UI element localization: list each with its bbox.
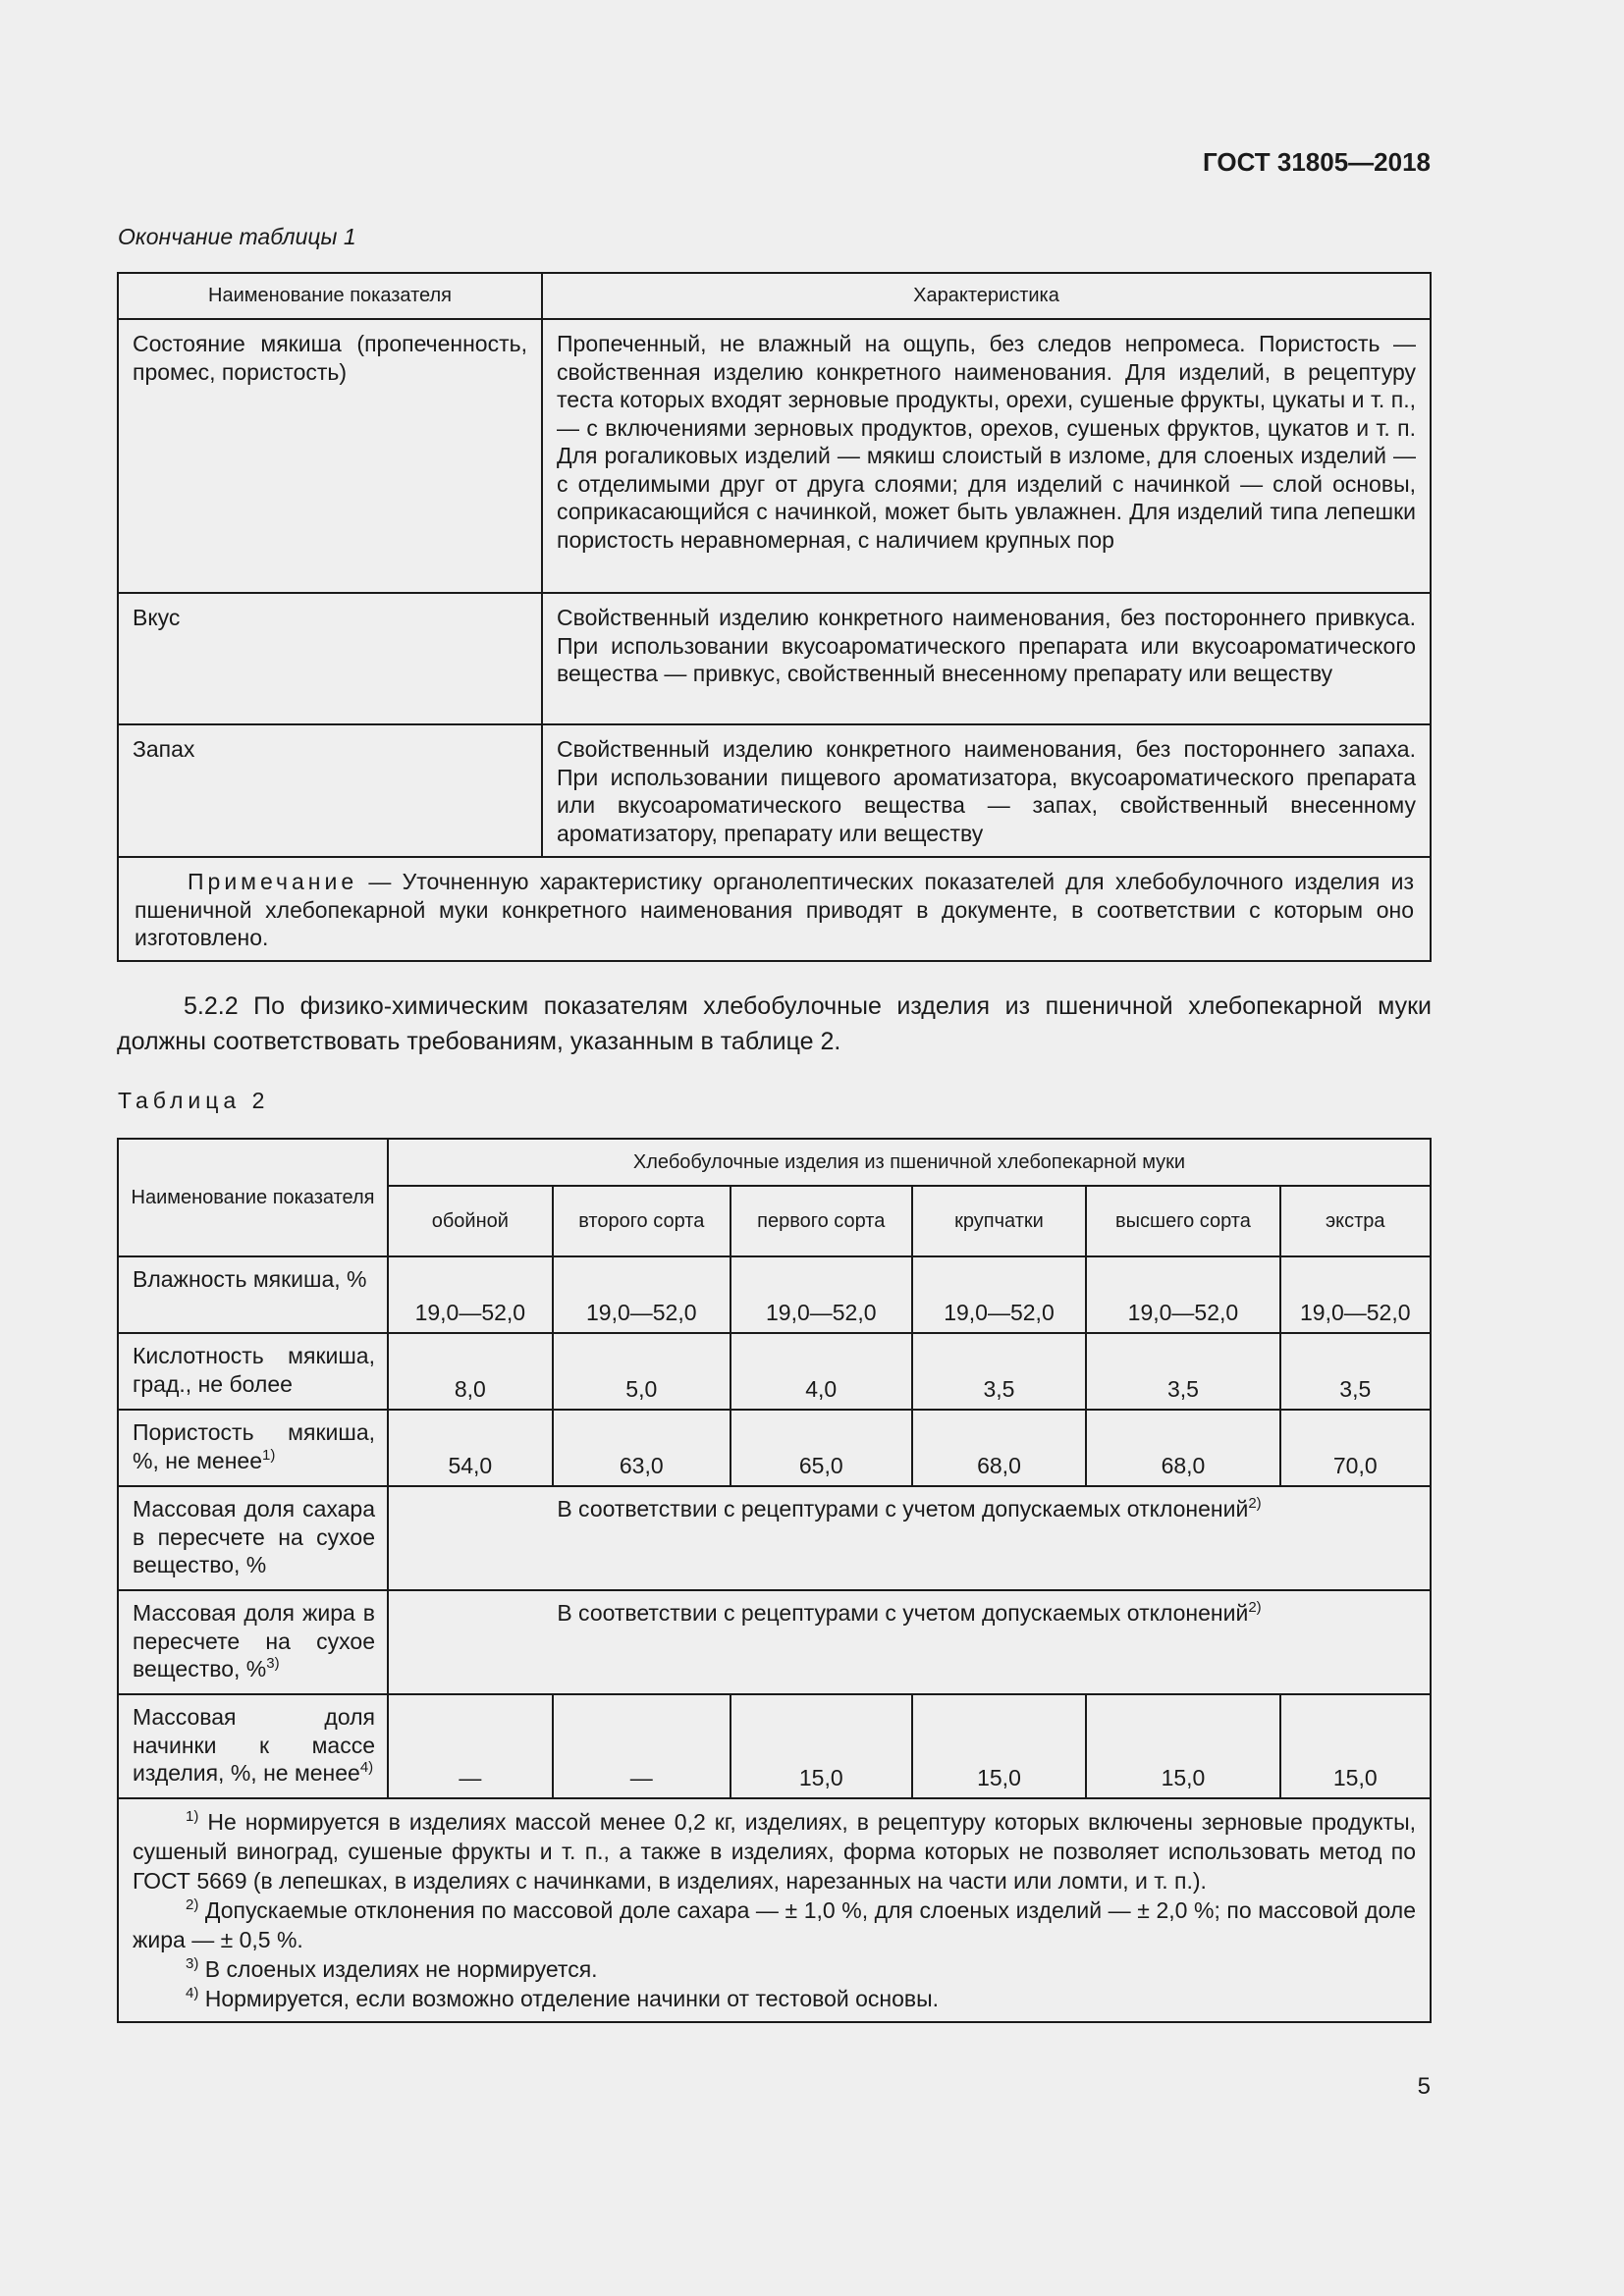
table-row xyxy=(118,1694,1431,1798)
page-number: 5 xyxy=(1417,2073,1431,2100)
cell-value: 19,0—52,0 xyxy=(1086,1256,1279,1333)
table1-col-characteristic: Характеристика xyxy=(542,273,1431,319)
footnote-mark: 2) xyxy=(186,1896,199,1913)
table1-row-name: Состояние мякиша (пропеченность, промес, пористость) xyxy=(118,319,542,593)
cell-value: — xyxy=(388,1694,553,1798)
table1-row-name: Запах xyxy=(118,724,542,857)
cell-value: 65,0 xyxy=(731,1410,912,1486)
table1-row-value: Пропеченный, не влажный на ощупь, без следов непромеса. Пористость — свойственная изделию конкретного наименования. Для изделий, в рецептуру теста которых входят зерновые продукты, орехи, сушеные фрукты, цукаты и т. п., — с включениями зерновых продуктов, орехов, сушеных фруктов, цукатов и т. п. Для рогаликовых изделий — мякиш слоистый в изломе, для слоеных изделий — с отделимыми друг от друга слоями; для изделий с начинкой — слой основы, соприкасающийся с начинкой, может быть увлажнен. Для изделий типа лепешки пористость неравномерная, с наличием крупных пор xyxy=(542,319,1431,593)
cell-value: 3,5 xyxy=(912,1333,1087,1410)
footnote-ref: 1) xyxy=(262,1446,276,1464)
cell-value: 63,0 xyxy=(553,1410,731,1486)
table-row xyxy=(118,319,1431,593)
merged-cell-text: В соответствии с рецептурами с учетом допускаемых отклонений xyxy=(557,1496,1249,1522)
cell-value: 68,0 xyxy=(1086,1410,1279,1486)
table1-col-name: Наименование показателя xyxy=(118,273,542,319)
cell-value: 4,0 xyxy=(731,1333,912,1410)
row-label xyxy=(118,1590,388,1694)
table-row xyxy=(118,593,1431,724)
table-row xyxy=(118,724,1431,857)
table-1 xyxy=(117,272,1432,962)
table1-row-name: Вкус xyxy=(118,593,542,724)
cell-value: 15,0 xyxy=(731,1694,912,1798)
row-label: Влажность мякиша, % xyxy=(118,1256,388,1333)
table-row xyxy=(118,1256,1431,1333)
grade-header: крупчатки xyxy=(912,1186,1087,1256)
footnote-ref: 3) xyxy=(266,1655,280,1672)
table-2 xyxy=(117,1138,1432,2023)
table1-row-value: Свойственный изделию конкретного наименования, без постороннего запаха. При использовании пищевого ароматизатора, вкусоароматического препарата или вкусоароматического вещества — запах, свойственный внесенному ароматизатору, препарату или веществу xyxy=(542,724,1431,857)
footnote-text: Нормируется, если возможно отделение начинки от тестовой основы. xyxy=(198,1986,940,2011)
cell-value: 70,0 xyxy=(1280,1410,1431,1486)
footnote xyxy=(133,1954,1416,1984)
cell-value: 68,0 xyxy=(912,1410,1087,1486)
row-label-text: Пористость мякиша, %, не менее xyxy=(133,1419,375,1473)
row-label xyxy=(118,1410,388,1486)
grade-header: экстра xyxy=(1280,1186,1431,1256)
footnote-ref: 2) xyxy=(1248,1495,1262,1512)
grade-header: обойной xyxy=(388,1186,553,1256)
row-label-text: Массовая доля жира в пересчете на сухое вещество, % xyxy=(133,1600,375,1682)
footnote-mark: 4) xyxy=(186,1985,199,2002)
table2-footnotes xyxy=(118,1798,1431,2022)
footnote-ref: 4) xyxy=(359,1759,374,1776)
table-row xyxy=(118,1410,1431,1486)
merged-cell-value xyxy=(388,1590,1431,1694)
row-label-text: Массовая доля начинки к массе изделия, %, не менее xyxy=(133,1704,375,1786)
cell-value: 15,0 xyxy=(1280,1694,1431,1798)
standard-code: ГОСТ 31805—2018 xyxy=(1203,147,1431,177)
cell-value: 5,0 xyxy=(553,1333,731,1410)
note-text: — Уточненную характеристику органолептических показателей для хлебобулочного изделия из пшеничной хлебопекарной муки конкретного наименования приводят в документе, в соответствии с которым оно изготовлено. xyxy=(135,869,1414,950)
grade-header: высшего сорта xyxy=(1086,1186,1279,1256)
footnote-mark: 3) xyxy=(186,1955,199,1972)
cell-value: — xyxy=(553,1694,731,1798)
footnote-mark: 1) xyxy=(186,1808,199,1825)
table1-note xyxy=(118,857,1431,961)
cell-value: 19,0—52,0 xyxy=(912,1256,1087,1333)
table1-row-value: Свойственный изделию конкретного наименования, без постороннего привкуса. При использовании вкусоароматического препарата или вкусоароматического вещества — привкус, свойственный внесенному препарату или веществу xyxy=(542,593,1431,724)
merged-cell-text: В соответствии с рецептурами с учетом допускаемых отклонений xyxy=(557,1600,1249,1626)
table-row xyxy=(118,1486,1431,1590)
table-row xyxy=(118,1590,1431,1694)
cell-value: 19,0—52,0 xyxy=(1280,1256,1431,1333)
table1-note-row xyxy=(118,857,1431,961)
table2-footnotes-row xyxy=(118,1798,1431,2022)
cell-value: 19,0—52,0 xyxy=(388,1256,553,1333)
row-label xyxy=(118,1694,388,1798)
table1-caption: Окончание таблицы 1 xyxy=(118,224,356,249)
grade-header: второго сорта xyxy=(553,1186,731,1256)
footnote-text: В слоеных изделиях не нормируется. xyxy=(198,1956,598,1982)
table2-col-name: Наименование показателя xyxy=(118,1139,388,1256)
cell-value: 8,0 xyxy=(388,1333,553,1410)
footnote-text: Допускаемые отклонения по массовой доле сахара — ± 1,0 %, для слоеных изделий — ± 2,0 %; по массовой доле жира — ± 0,5 %. xyxy=(133,1897,1416,1952)
cell-value: 3,5 xyxy=(1280,1333,1431,1410)
cell-value: 3,5 xyxy=(1086,1333,1279,1410)
cell-value: 15,0 xyxy=(912,1694,1087,1798)
body-paragraph xyxy=(117,988,1432,1059)
cell-value: 19,0—52,0 xyxy=(553,1256,731,1333)
table2-header-row xyxy=(118,1139,1431,1186)
footnote-text: Не нормируется в изделиях массой менее 0,2 кг, изделиях, в рецептуру которых включены зерновые продукты, сушеный виноград, сушеные фрукты и т. п., а также в изделиях, форма которых не позволяет использовать метод по ГОСТ 5669 (в лепешках, в изделиях с начинками, в изделиях, нарезанных на части или ломти, и т. п.). xyxy=(133,1809,1416,1894)
cell-value: 15,0 xyxy=(1086,1694,1279,1798)
table2-group-header: Хлебобулочные изделия из пшеничной хлебопекарной муки xyxy=(388,1139,1431,1186)
footnote-ref: 2) xyxy=(1248,1599,1262,1616)
row-label: Массовая доля сахара в пересчете на сухое вещество, % xyxy=(118,1486,388,1590)
cell-value: 54,0 xyxy=(388,1410,553,1486)
table1-header-row xyxy=(118,273,1431,319)
table-row xyxy=(118,1333,1431,1410)
grade-header: первого сорта xyxy=(731,1186,912,1256)
note-label: Примечание xyxy=(188,869,358,894)
footnote xyxy=(133,1807,1416,1896)
merged-cell-value xyxy=(388,1486,1431,1590)
row-label: Кислотность мякиша, град., не более xyxy=(118,1333,388,1410)
footnote xyxy=(133,1984,1416,2013)
footnote xyxy=(133,1896,1416,1954)
cell-value: 19,0—52,0 xyxy=(731,1256,912,1333)
table2-caption: Таблица 2 xyxy=(118,1088,270,1113)
paragraph-text: 5.2.2 По физико-химическим показателям хлебобулочные изделия из пшеничной хлебопекарной муки должны соответствовать требованиям, указанным в таблице 2. xyxy=(117,992,1432,1055)
